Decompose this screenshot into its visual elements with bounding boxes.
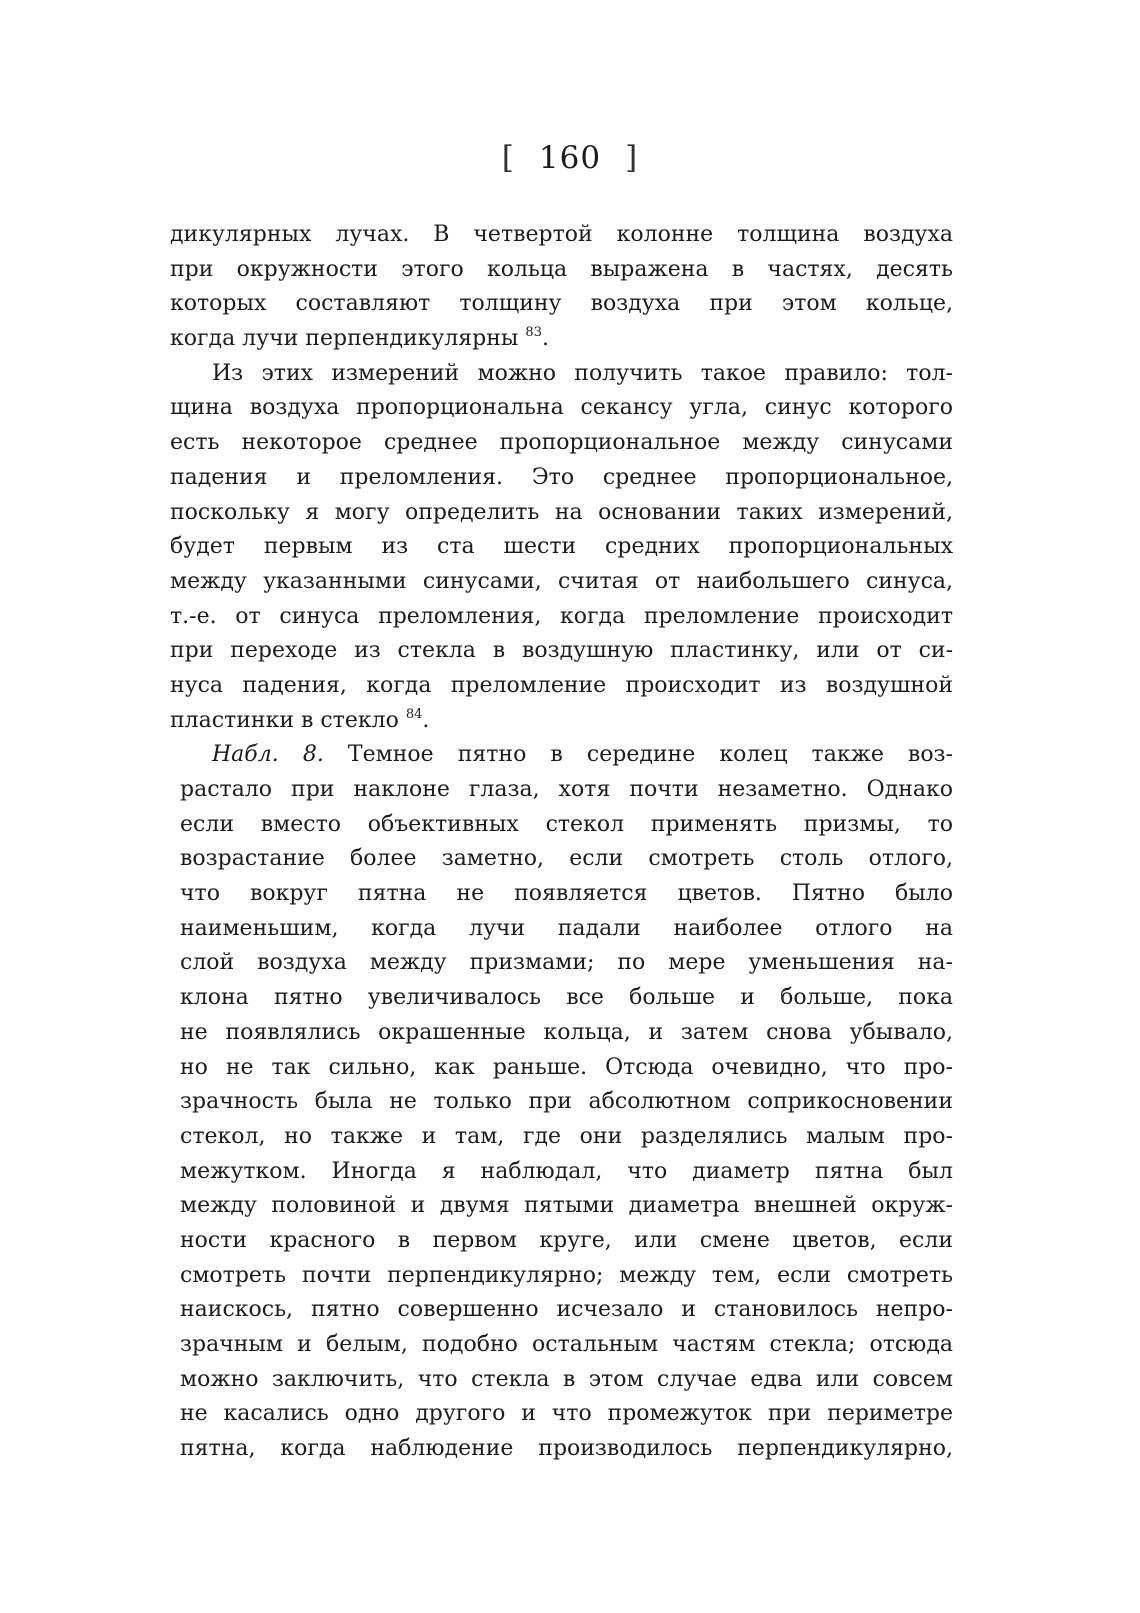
text-line: межутком. Иногда я наблюдал, что диаметр пятна был [180,1158,953,1184]
text-line: которых составляют толщину воздуха при этом кольце, [170,291,953,317]
text-span: Темное пятно в середине колец также воз- [323,742,953,768]
text-line: будет первым из ста шести средних пропорциональных [170,534,953,560]
text-line: щина воздуха пропорциональна секансу угла, синус которого [170,395,953,421]
text-line: можно заключить, что стекла в этом случае едва или совсем [180,1366,953,1392]
footnote-ref: 84 [405,706,423,722]
close-bracket: ] [625,140,639,176]
text-line: не появлялись окрашенные кольца, и затем снова убывало, [180,1019,953,1045]
text-span: пластинки в стекло [170,707,406,733]
text-span: когда лучи перпендикулярны [170,326,526,352]
text-line: наименьшим, когда лучи падали наиболее отлого на [180,915,953,941]
text-line: пятна, когда наблюдение производилось перпендикулярно, [180,1436,953,1462]
text-line: смотреть почти перпендикулярно; между тем, если смотреть [180,1262,953,1288]
text-line: ности красного в первом круге, или смене цветов, если [180,1227,953,1253]
text-line: т.-е. от синуса преломления, когда преломление происходит [170,603,953,629]
text-line: при окружности этого кольца выражена в частях, десять [170,256,953,282]
text-line: зрачность была не только при абсолютном соприкосновении [180,1089,953,1115]
text-span: . [422,707,430,733]
text-line: есть некоторое среднее пропорциональное между синусами [170,430,953,456]
open-bracket: [ [501,140,515,176]
text-line: стекол, но также и там, где они разделялись малым про- [180,1123,953,1149]
body-text [170,218,953,1467]
text-line: растало при наклоне глаза, хотя почти незаметно. Однако [180,777,953,802]
text-line: наискось, пятно совершенно исчезало и становилось непро- [180,1297,953,1323]
text-line: между половиной и двумя пятыми диаметра внешней окруж- [180,1193,953,1219]
text-line: поскольку я могу определить на основании таких измерений, [170,499,953,525]
text-line [170,704,953,739]
text-line: падения и преломления. Это среднее пропорциональное, [170,464,953,490]
text-line: зрачным и белым, подобно остальным частям стекла; отсюда [180,1332,953,1357]
observation-label: Набл. 8. [212,742,324,768]
text-line: клона пятно увеличивалось все больше и больше, пока [180,985,953,1011]
text-line [170,322,953,357]
text-span: . [541,326,549,352]
text-line: нуса падения, когда преломление происходит из воздушной [170,672,953,698]
text-line: что вокруг пятна не появляется цветов. Пятно было [180,881,953,907]
text-line [170,738,953,773]
text-line: дикулярных лучах. В четвертой колонне толщина воздуха [170,222,953,247]
text-line: если вместо объективных стекол применять призмы, то [180,811,953,837]
page-header [0,140,1140,176]
text-line: при переходе из стекла в воздушную пластинку, или от си- [170,638,953,664]
page-number: 160 [538,140,602,176]
text-line: слой воздуха между призмами; по мере уменьшения на- [180,950,953,976]
text-line: не касались одно другого и что промежуток при периметре [180,1401,953,1427]
text-line: возрастание более заметно, если смотреть столь отлого, [180,846,953,872]
text-line: но не так сильно, как раньше. Отсюда очевидно, что про- [180,1054,953,1080]
text-line: между указанными синусами, считая от наибольшего синуса, [170,568,953,594]
footnote-ref: 83 [525,325,542,341]
text-line: Из этих измерений можно получить такое правило: тол- [212,360,953,386]
